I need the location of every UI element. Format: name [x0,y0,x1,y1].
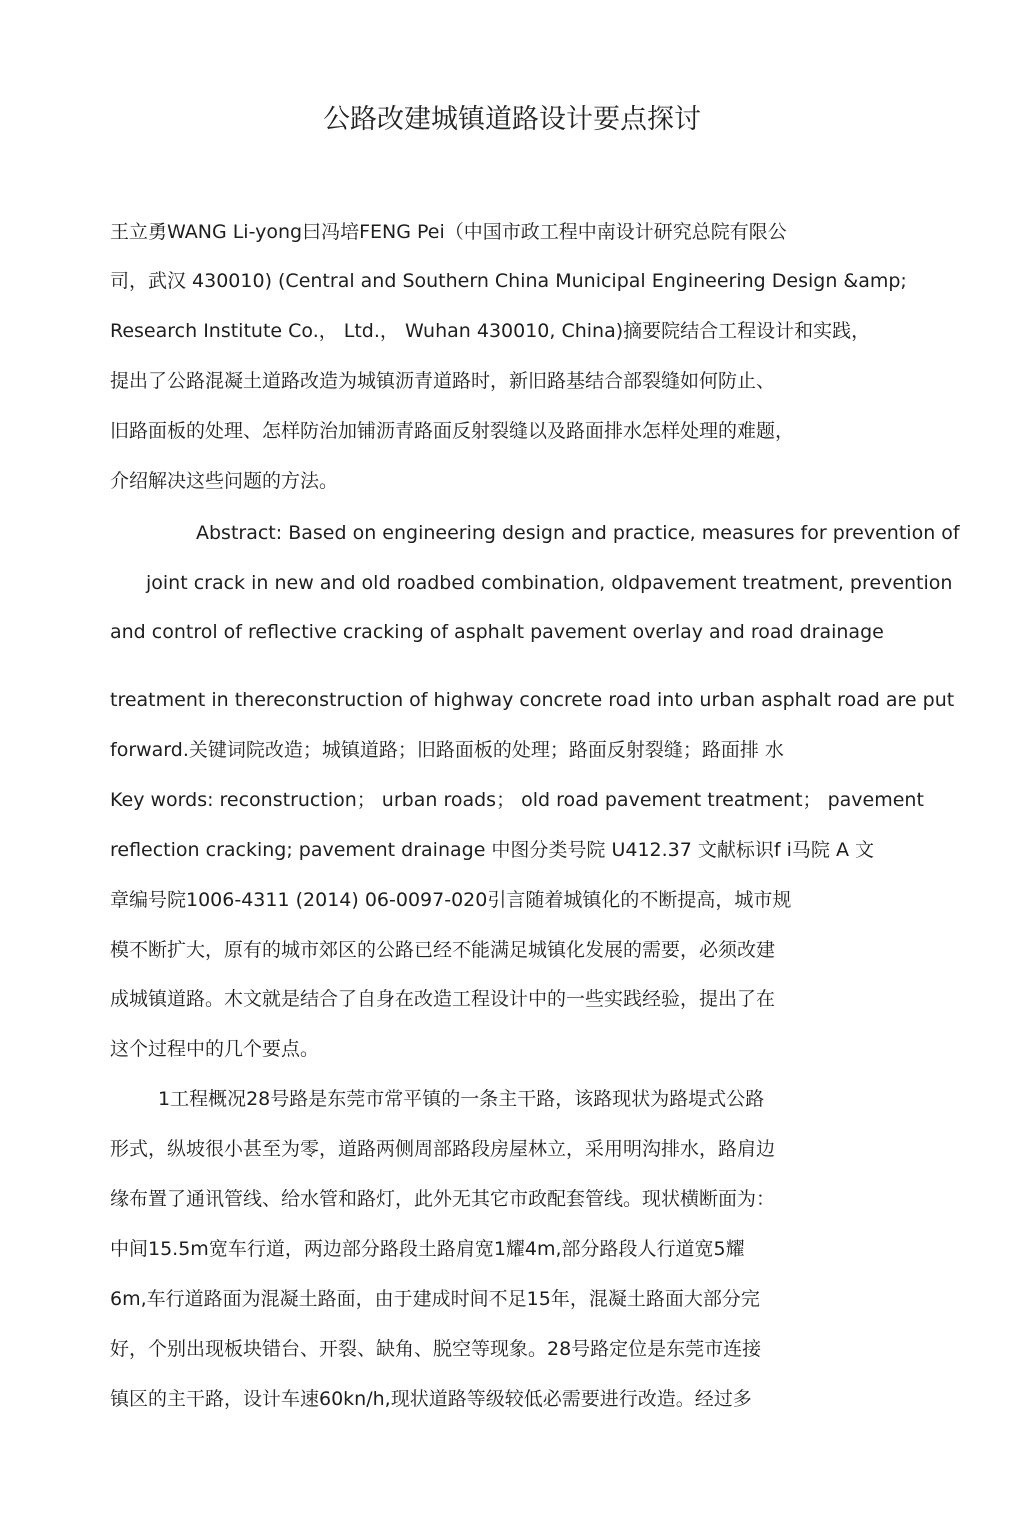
page-title: 公路改建城镇道路设计要点探讨 [323,104,701,135]
body-line: 中间15.5m宽车行道，两边部分路段土路肩宽1耀4m,部分路段人行道宽5耀 [110,1238,745,1260]
body-line: 成城镇道路。木文就是结合了自身在改造工程设计中的一些实践经验，提出了在 [110,988,776,1010]
abstract-line: and control of reflective cracking of asphalt pavement overlay and road drainage [110,621,884,643]
body-line: 王立勇WANG Li-yong曰冯培FENG Pei（中国市政工程中南设计研究总院有限公 [110,221,787,243]
abstract-line: Abstract: Based on engineering design and practice, measures for prevention of [196,522,960,544]
body-line: 介绍解决这些问题的方法。 [110,470,339,492]
body-line: 章编号院1006-4311 (2014) 06-0097-020引言随着城镇化的不断提高，城市规 [110,889,792,911]
body-line: 6m,车行道路面为混凝土路面，由于建成时间不足15年，混凝土路面大部分完 [110,1288,760,1310]
keywords-line: reflection cracking; pavement drainage 中图分类号院 U412.37 文献标识f i马院 A 文 [110,839,874,861]
abstract-line: treatment in thereconstruction of highway concrete road into urban asphalt road are put [110,689,955,711]
body-line: 1工程概况28号路是东莞市常平镇的一条主干路，该路现状为路堤式公路 [158,1088,765,1110]
body-line: 形式，纵坡很小甚至为零，道路两侧周部路段房屋林立，采用明沟排水，路肩边 [110,1138,776,1160]
body-line: 提出了公路混凝土道路改造为城镇沥青道路时，新旧路基结合部裂缝如何防止、 [110,370,776,392]
body-line: 模不断扩大，原有的城市郊区的公路已经不能满足城镇化发展的需要，必须改建 [110,939,776,961]
body-line: 缘布置了通讯管线、给水管和路灯，此外无其它市政配套管线。现状横断面为： [110,1188,776,1210]
keywords-line: Key words: reconstruction； urban roads； old road pavement treatment； pavement [110,789,924,811]
body-line: 旧路面板的处理、怎样防治加铺沥青路面反射裂缝以及路面排水怎样处理的难题， [110,420,795,442]
body-line: 好，个别出现板块错台、开裂、缺角、脱空等现象。28号路定位是东莞市连接 [110,1338,762,1360]
keywords-line: forward.关键词院改造；城镇道路；旧路面板的处理；路面反射裂缝；路面排 水 [110,739,784,761]
body-line: 镇区的主干路，设计车速60kn/h,现状道路等级较低必需要进行改造。经过多 [110,1388,752,1410]
body-line: Research Institute Co.， Ltd.， Wuhan 430010, China)摘要院结合工程设计和实践， [110,320,871,342]
body-line: 这个过程中的几个要点。 [110,1038,320,1060]
body-line: 司，武汉 430010) (Central and Southern China Municipal Engineering Design &amp; [110,270,907,292]
abstract-line: joint crack in new and old roadbed combination, oldpavement treatment, prevention [146,572,953,594]
